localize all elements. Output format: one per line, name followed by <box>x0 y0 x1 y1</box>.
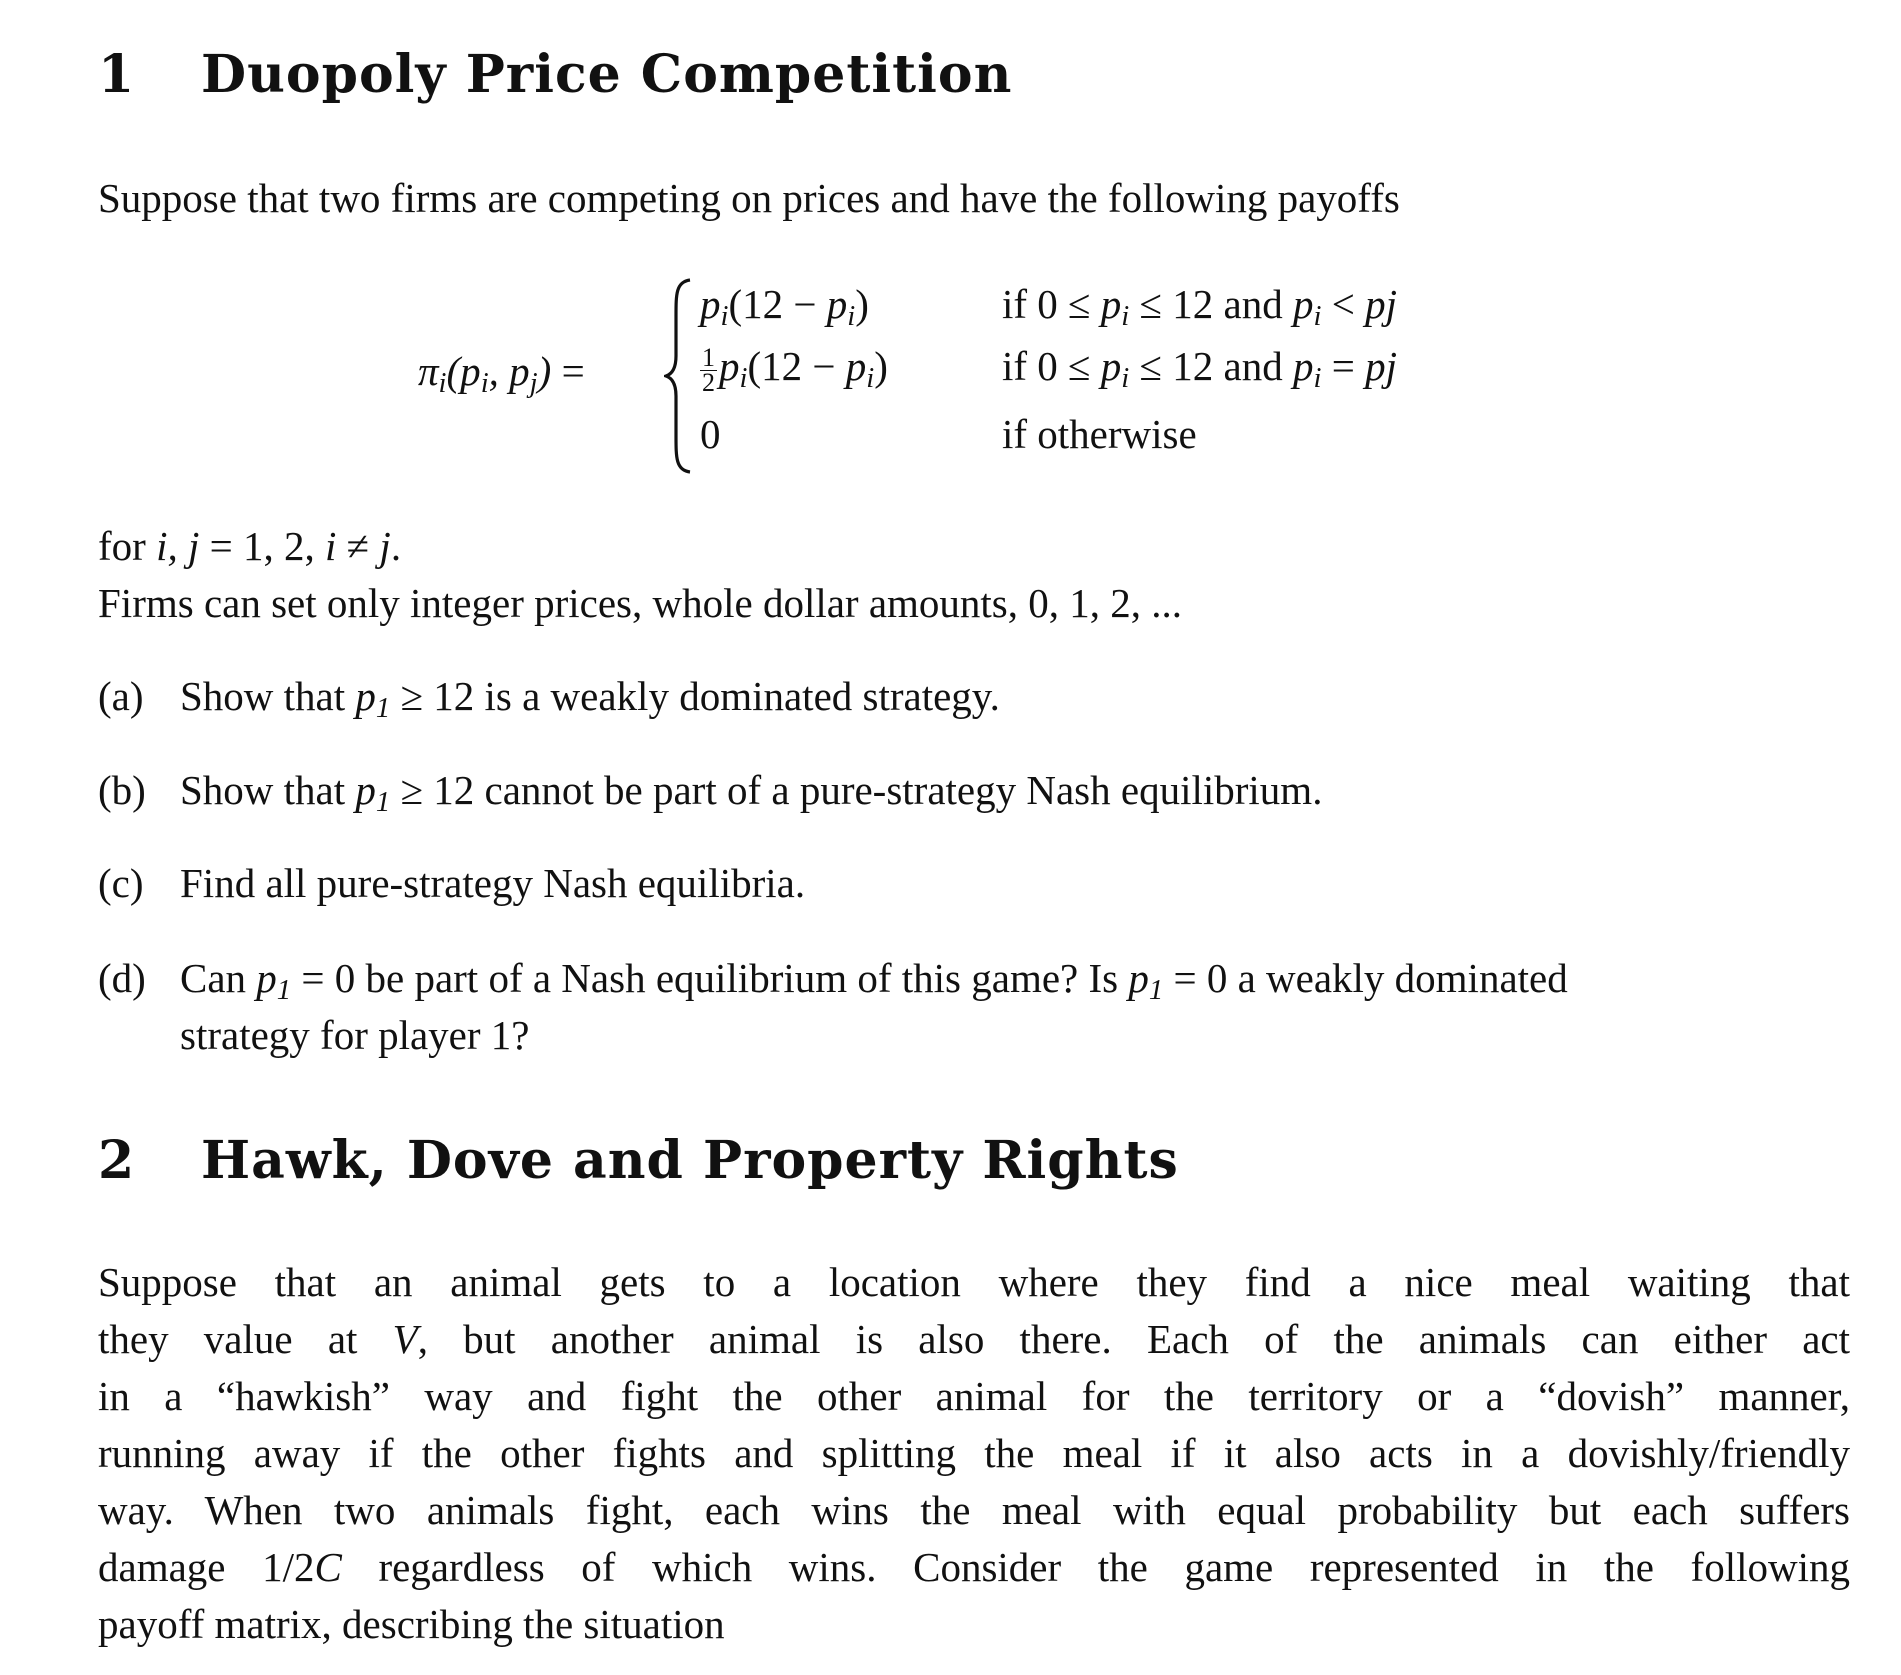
question-d-label: (d) <box>98 955 146 1001</box>
section-2-paragraph <box>98 1254 1850 1653</box>
question-d-text-1: Can <box>180 955 257 1001</box>
question-d-math-2: $p_1$ <box>1128 955 1164 1007</box>
section-1-title: Duopoly Price Competition <box>201 44 1013 105</box>
question-d-continuation: strategy for player 1? <box>180 1012 530 1058</box>
case-2-expr: $\frac{1}{2}$ $p_i(12 - p_i)$ <box>702 343 888 398</box>
case-3-expr: 0 <box>700 411 721 457</box>
question-a <box>98 668 1000 737</box>
question-c <box>98 855 805 912</box>
question-a-text-2: ≥ 12 is a weakly dominated strategy. <box>390 673 1000 719</box>
question-c-label: (c) <box>98 860 144 906</box>
case-1-expr: $p_i(12 - p_i)$ <box>700 281 869 333</box>
paragraph-line-5: way. When two animals fight, each wins the meal with equal probability but each suffers <box>98 1487 1850 1533</box>
question-d-math-1: $p_1$ <box>256 955 292 1007</box>
section-2-heading <box>98 1130 1179 1191</box>
paragraph-line-7: payoff matrix, describing the situation <box>98 1601 725 1647</box>
equation-lhs: $\pi_i(p_i$, $p_j$) = <box>418 348 585 400</box>
question-a-text-1: Show that <box>180 673 356 719</box>
question-b-math: $p_1$ <box>355 767 391 819</box>
question-b-text-2: ≥ 12 cannot be part of a pure-strategy Nash equilibrium. <box>390 767 1323 813</box>
section-2-title: Hawk, Dove and Property Rights <box>201 1130 1179 1191</box>
question-d-text-2: = 0 be part of a Nash equilibrium of this game? Is <box>291 955 1129 1001</box>
question-a-label: (a) <box>98 673 144 719</box>
payoff-equation <box>0 262 1901 487</box>
paragraph-line-3: in a “hawkish” way and fight the other animal for the territory or a “dovish” manner, <box>98 1373 1850 1419</box>
section-1-heading <box>98 44 1012 105</box>
question-b-text-1: Show that <box>180 767 356 813</box>
paragraph-line-1: Suppose that an animal gets to a location where they find a nice meal waiting that <box>98 1259 1850 1305</box>
index-condition-line: for i, j = 1, 2, i ≠ j. <box>98 523 402 569</box>
question-b-label: (b) <box>98 767 146 813</box>
left-brace-icon <box>664 276 694 476</box>
paragraph-line-6: damage 1/2C regardless of which wins. Consider the game represented in the following <box>98 1544 1850 1590</box>
section-1-intro: Suppose that two firms are competing on prices and have the following payoffs <box>98 175 1400 221</box>
case-2-condition: if $0 \le p_i \le 12$ and $p_i$ = pj <box>1002 343 1397 395</box>
question-c-text: Find all pure-strategy Nash equilibria. <box>180 860 806 906</box>
integer-prices-line: Firms can set only integer prices, whole dollar amounts, 0, 1, 2, ... <box>98 580 1183 626</box>
paragraph-line-4: running away if the other fights and splitting the meal if it also acts in a dovishly/friendly <box>98 1430 1850 1476</box>
question-b <box>98 762 1322 831</box>
section-1-number: 1 <box>98 44 136 105</box>
question-a-math: $p_1$ <box>355 673 391 725</box>
case-3-condition: if otherwise <box>1002 411 1197 457</box>
paragraph-line-2: they value at V, but another animal is also there. Each of the animals can either act <box>98 1316 1850 1362</box>
section-2-number: 2 <box>98 1130 136 1191</box>
question-d-text-3: = 0 a weakly dominated <box>1163 955 1568 1001</box>
case-1-condition: if $0 \le p_i \le 12$ and $p_i$ < pj <box>1002 281 1397 333</box>
